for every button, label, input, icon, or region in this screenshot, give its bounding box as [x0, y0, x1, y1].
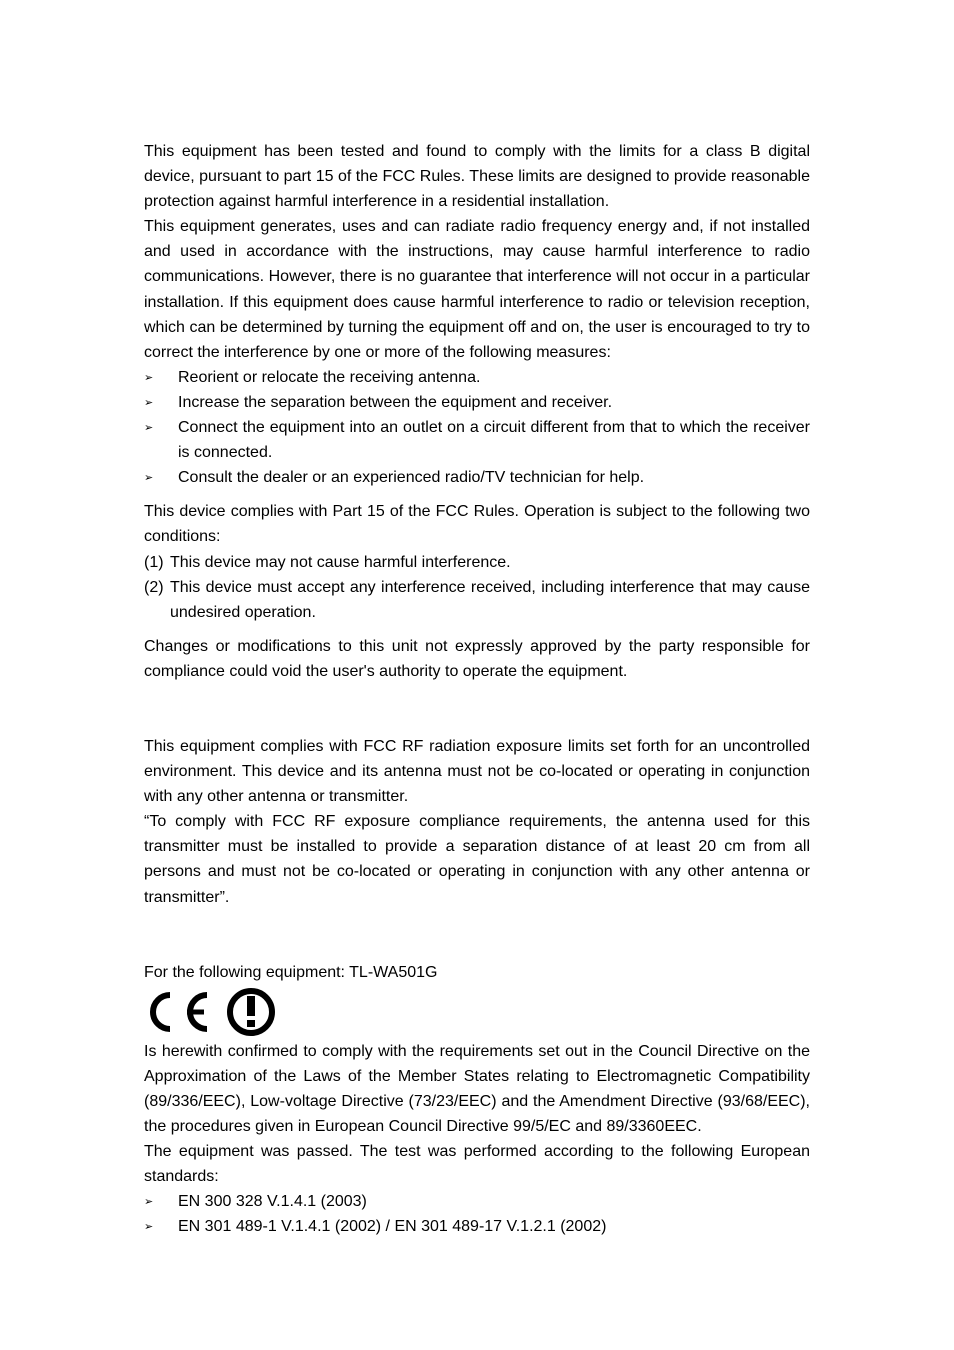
list-item: ➢ Reorient or relocate the receiving antenna. [144, 365, 810, 390]
list-item: ➢ Consult the dealer or an experienced radio/TV technician for help. [144, 465, 810, 490]
rf-exposure-statement [144, 734, 810, 910]
ce-equipment-line: For the following equipment: TL-WA501G [144, 963, 438, 981]
fcc-paragraph-4: Changes or modifications to this unit not expressly approved by the party responsible for compliance could void the user's authority to operate the equipment. [144, 637, 810, 680]
standards-list [144, 1189, 810, 1239]
list-item: (1) This device may not cause harmful interference. [144, 553, 511, 571]
rf-paragraph-2: “To comply with FCC RF exposure compliance requirements, the antenna used for this transmitter must be installed to provide a separation distance of at least 20 cm from all persons and must not be co-located or operating in conjunction with any other antenna or transmitter”. [144, 813, 810, 906]
list-item: ➢ EN 301 489-1 V.1.4.1 (2002) / EN 301 489-17 V.1.2.1 (2002) [144, 1214, 810, 1239]
ce-paragraph-1: Is herewith confirmed to comply with the requirements set out in the Council Directive on the Approximation of the Laws of the Member States relating to Electromagnetic Compatibility (89/336/EEC), Low-voltage Directive (73/23/EEC) and the Amendment Directive (93/68/EEC), the procedures given in European Council Directive 99/5/EC and 89/3360EEC. [144, 1042, 810, 1135]
bullet-arrow-icon: ➢ [144, 471, 154, 485]
fcc-paragraph-1: This equipment has been tested and found to comply with the limits for a class B digital device, pursuant to part 15 of the FCC Rules. These limits are designed to provide reasonable protection against harmful interference in a residential installation. [144, 143, 810, 211]
list-item: ➢ Connect the equipment into an outlet on a circuit different from that to which the receiver is connected. [144, 415, 810, 465]
fcc-paragraph-2: This equipment generates, uses and can radiate radio frequency energy and, if not installed and used in accordance with the instructions, may cause harmful interference to radio communications. However, there is no guarantee that interference will not occur in a particular installation. If this equipment does cause harmful interference to radio or television reception, which can be determined by turning the equipment off and on, the user is encouraged to try to correct the interference by one or more of the following measures: [144, 218, 810, 361]
measures-list [144, 365, 810, 490]
rf-paragraph-1: This equipment complies with FCC RF radiation exposure limits set forth for an uncontrolled environment. This device and its antenna must not be co-located or operating in conjunction with any other antenna or transmitter. [144, 737, 810, 806]
fcc-statement [144, 139, 810, 684]
bullet-arrow-icon: ➢ [144, 1220, 154, 1234]
fcc-paragraph-3: This device complies with Part 15 of the FCC Rules. Operation is subject to the following two conditions: [144, 503, 810, 546]
ce-statement [144, 960, 810, 1240]
ce-paragraph-2: The equipment was passed. The test was performed according to the following European standards: [144, 1143, 810, 1186]
list-item: ➢ Increase the separation between the equipment and receiver. [144, 390, 810, 415]
bullet-arrow-icon: ➢ [144, 395, 154, 409]
list-item: (2) This device must accept any interference received, including interference that may cause undesired operation. [144, 578, 810, 621]
bullet-arrow-icon: ➢ [144, 421, 154, 435]
ce-alert-mark-icon [144, 985, 810, 1041]
document-page [144, 139, 810, 1239]
bullet-arrow-icon: ➢ [144, 370, 154, 384]
list-item: ➢ EN 300 328 V.1.4.1 (2003) [144, 1189, 810, 1214]
conditions-list [144, 550, 810, 625]
bullet-arrow-icon: ➢ [144, 1195, 154, 1209]
